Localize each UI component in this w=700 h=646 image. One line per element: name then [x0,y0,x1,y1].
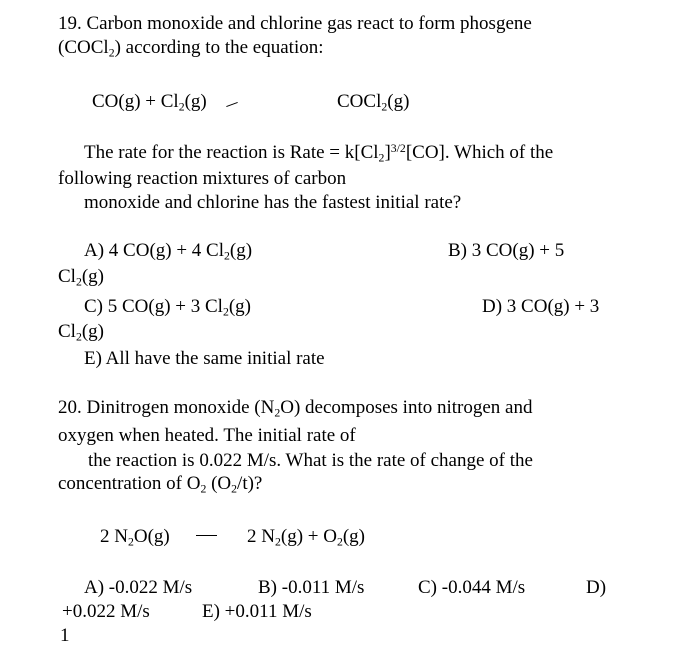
q19-option-d: D) 3 CO(g) + 3 [482,296,600,317]
q20-equation-left: 2 $N_2O(g)$ [100,526,170,549]
q19-rate-law: The rate for the reaction is Rate = $k[Cl_2]^{3/2}[CO]$. Which of the [84,142,554,165]
q20-equation-right: 2 $N_2(g) + O_2(g)$ [247,526,366,549]
strike-mark [226,102,238,107]
page-number: 1 [60,625,70,646]
q20-option-a: A) -0.022 M/s [84,577,193,598]
q20-line2: oxygen when heated. The initial rate of [58,425,356,446]
q20-option-b: B) -0.011 M/s [258,577,365,598]
q19-equation-product: COCl$_2$(g) [337,91,410,114]
q19-option-b-continued: $Cl_2(g)$ [58,266,104,289]
reaction-arrow-line [196,535,217,536]
q20-line4: concentration of $O_2$ $(O_2/t)$? [58,473,263,496]
q20-line3: the reaction is 0.022 M/s. What is the rate of change of the [88,450,533,471]
q19-option-c: C) 5 CO(g) + 3 $Cl_2(g)$ [84,296,252,319]
q19-option-a: A) 4 CO(g) + 4 $Cl_2(g)$ [84,240,253,263]
q19-option-b: B) 3 CO(g) + 5 [448,240,565,261]
q19-option-d-continued: $Cl_2(g)$ [58,321,104,344]
q19-option-e: E) All have the same initial rate [84,348,325,369]
q19-line1: 19. Carbon monoxide and chlorine gas react to form phosgene [58,13,532,34]
q20-option-e: E) +0.011 M/s [202,601,312,622]
q19-question-line3: monoxide and chlorine has the fastest initial rate? [84,192,462,213]
q19-equation-reactants: $CO(g) + Cl_2(g)$ [92,91,207,114]
q20-option-d: D) [586,577,607,598]
q19-line2: (COCl$_2$) according to the equation: [58,37,324,60]
q20-option-d-continued: +0.022 M/s [62,601,150,622]
q20-option-c: C) -0.044 M/s [418,577,526,598]
q20-line1: 20. Dinitrogen monoxide $(N_2O)$ decomposes into nitrogen and [58,397,533,420]
q19-question-line2: following reaction mixtures of carbon [58,168,347,189]
